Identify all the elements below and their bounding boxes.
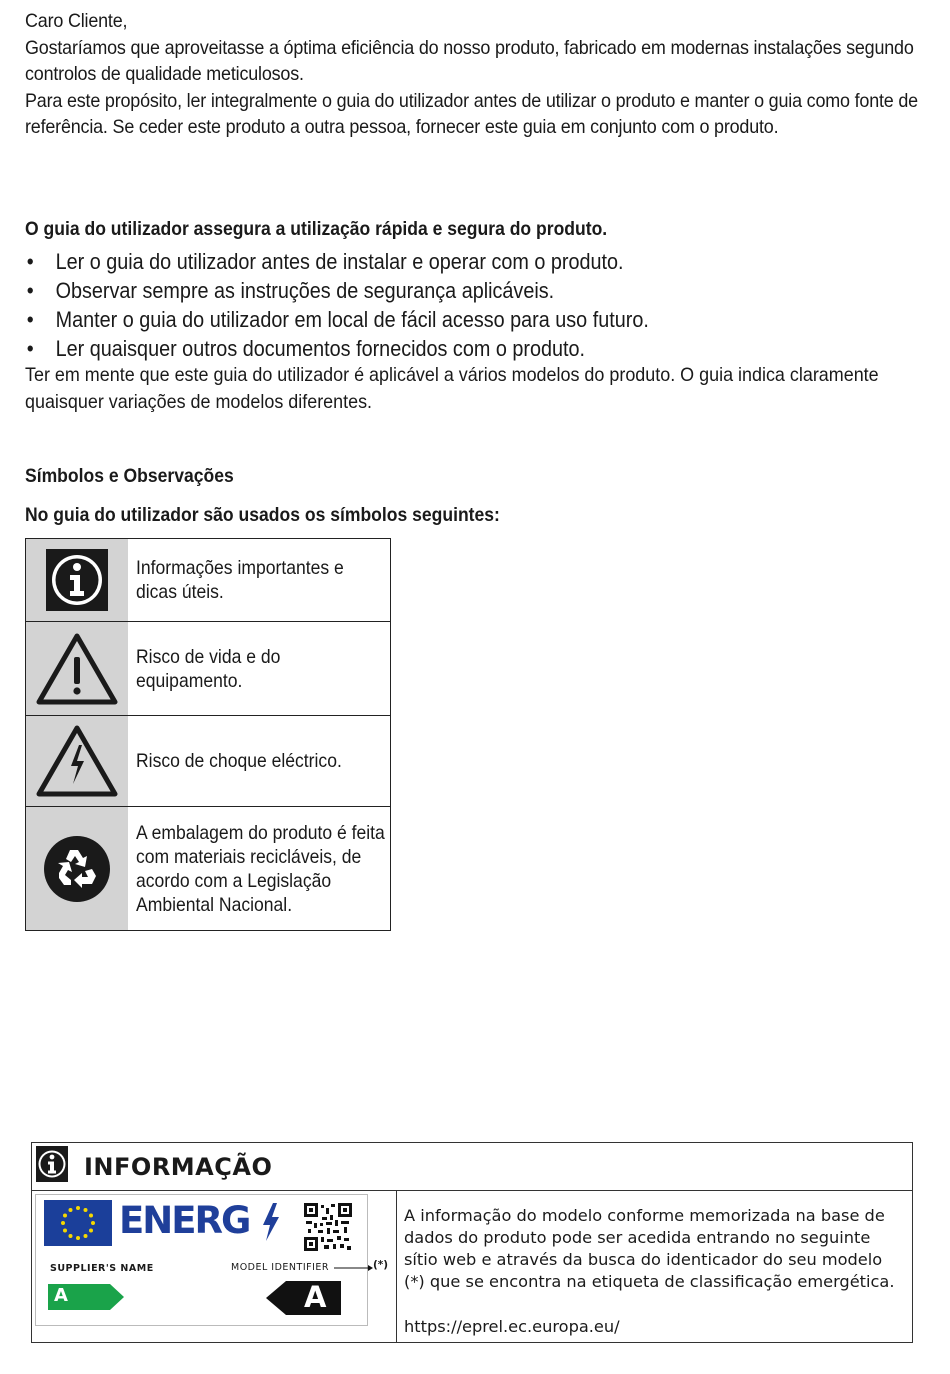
symbol-row-shock [26,716,390,807]
info-icon [36,1146,68,1187]
list-item: • Ler o guia do utilizador antes de instalar e operar com o produto. [25,247,649,276]
list-item: • Manter o guia do utilizador em local de fácil acesso para uso futuro. [25,305,649,334]
list-item: • Observar sempre as instruções de segurança aplicáveis. [25,276,649,305]
symbol-row-info [26,539,390,622]
symbols-table [25,538,391,931]
energy-wordmark: ENERG [119,1199,250,1242]
symbol-row-warning [26,622,390,716]
symbol-description: Informações importantes e dicas úteis. [136,557,344,603]
symbol-description: A embalagem do produto é feita com materiais recicláveis, de acordo com a Legislação Ambiental Nacional. [136,821,385,916]
lightning-icon [261,1203,281,1241]
greeting: Caro Cliente, [25,10,128,32]
symbols-subheading: No guia do utilizador são usados os símbolos seguintes: [25,504,500,526]
guide-bullet-list [25,247,649,363]
qr-code-icon [304,1203,352,1251]
information-text [397,1191,912,1342]
symbol-row-recycle [26,807,390,930]
symbol-description: Risco de choque eléctrico. [136,750,342,772]
recycle-icon [26,807,128,930]
info-icon [26,539,128,621]
information-title: INFORMAÇÃO [84,1152,273,1181]
information-description: A informação do modelo conforme memorizada na base de dados do produto pode ser acedida entrando no seguinte sítio web e através da busca do identicador do seu modelo (*) que se encontra na etiqueta de classificação emergética. [404,1206,895,1291]
symbols-heading: Símbolos e Observações [25,465,234,487]
intro-paragraph-1: Gostaríamos que aproveitasse a óptima eficiência do nosso produto, fabricado em modernas instalações segundo controlos de qualidade meticulosos. [25,36,914,86]
eprel-link[interactable]: https://eprel.ec.europa.eu/ [404,1317,620,1336]
information-box [31,1142,913,1343]
electric-shock-icon [26,716,128,806]
energy-class-right: A [304,1280,327,1314]
arrow-right-icon [334,1264,374,1272]
supplier-name-label: SUPPLIER'S NAME [50,1263,154,1274]
energy-label [35,1194,368,1326]
eu-flag-icon [44,1200,112,1246]
symbol-description: Risco de vida e do equipamento. [136,645,281,692]
intro-paragraph-2: Para este propósito, ler integralmente o guia do utilizador antes de utilizar o produto e manter o guia como fonte de referência. Se ceder este produto a outra pessoa, fornecer este guia em conjunto com o produto. [25,89,918,139]
list-item: • Ler quaisquer outros documentos fornecidos com o produto. [25,334,649,363]
guide-heading: O guia do utilizador assegura a utilização rápida e segura do produto. [25,218,608,240]
energy-class-left: A [54,1285,68,1306]
information-header [32,1143,912,1191]
model-identifier-label: MODEL IDENTIFIER [231,1262,330,1273]
energy-label-cell [32,1191,397,1342]
guide-note: Ter em mente que este guia do utilizador é aplicável a vários modelos do produto. O guia indica claramente quaisquer variações de modelos diferentes. [25,364,879,413]
warning-icon [26,622,128,715]
footnote-marker: (*) [373,1259,389,1271]
intro-section [25,8,927,141]
